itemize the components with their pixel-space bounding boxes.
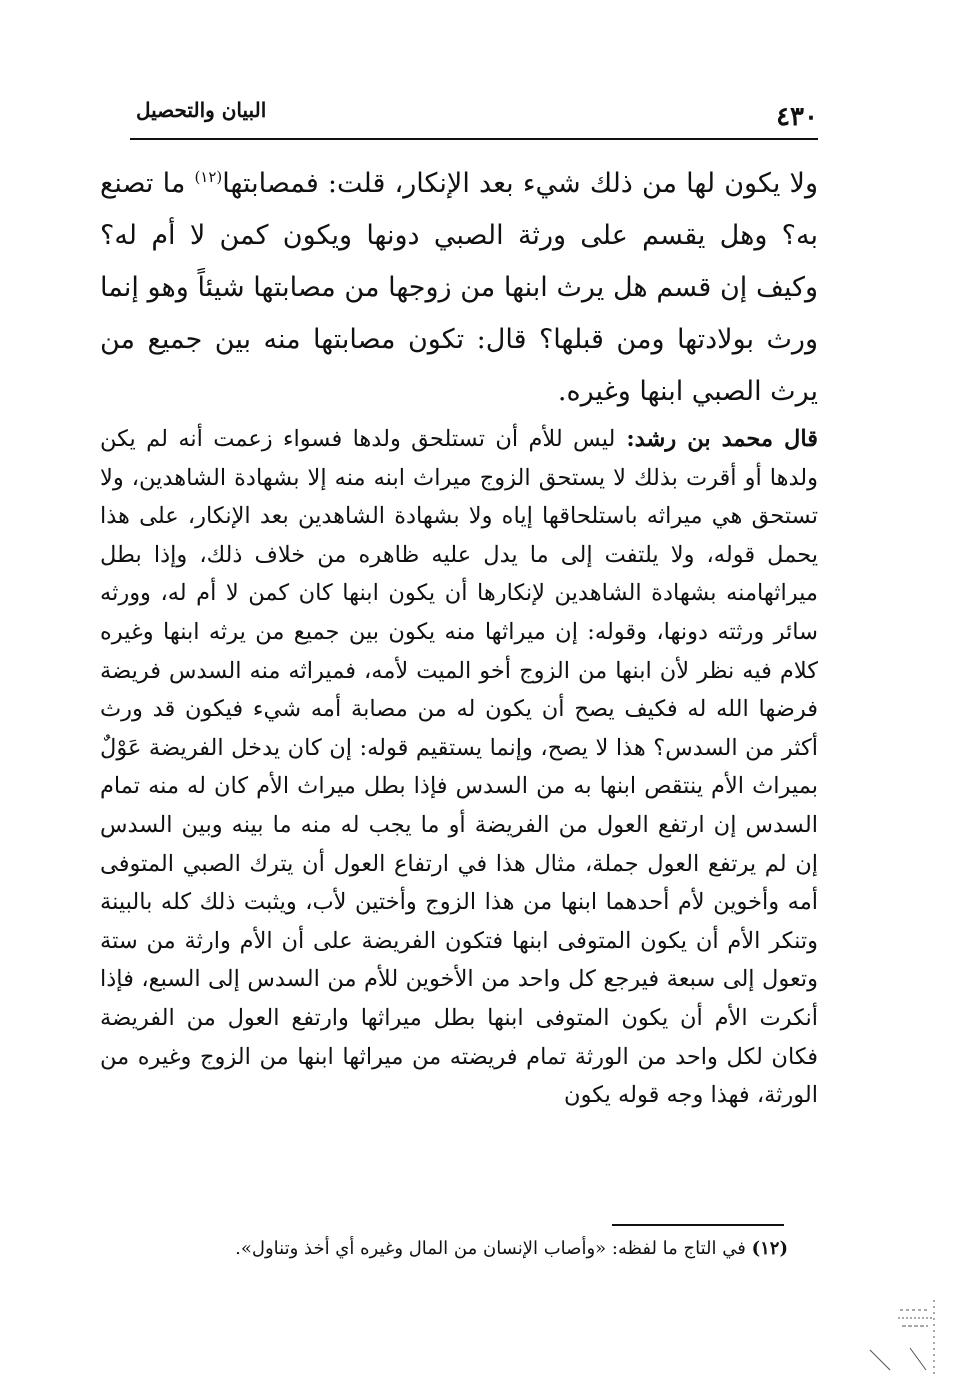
paragraph-question-rest: ما تصنع به؟ وهل يقسم على ورثة الصبي دونها ويكون كمن لا أم له؟ وكيف إن قسم هل يرث ابنها من زوجها من مصابتها شيئاً وهو إنما ورث بولادتها ومن قبلها؟ قال: تكون مصابتها منه بين جميع من يرث الصبي ابنها وغيره. [100,168,818,407]
commentary-lead: قال محمد بن رشد: [615,426,818,452]
footnote-mark: (١٢) [751,1238,788,1259]
footnote [100,1234,788,1264]
scan-artifact-marks [830,1290,950,1378]
footnote-divider [612,1224,784,1226]
page-number: ٤٣٠ [776,102,818,132]
paragraph-commentary [100,420,818,1115]
running-title: البيان والتحصيل [136,98,267,122]
footnote-reference: (١٢) [194,168,223,186]
paragraph-question-start: ولا يكون لها من ذلك شيء بعد الإنكار، قلت: فمصابتها [222,168,818,199]
paragraph-question [100,158,818,418]
commentary-text: ليس للأم أن تستلحق ولدها فسواء زعمت أنه لم يكن ولدها أو أقرت بذلك لا يستحق الزوج ميراث ابنه منه إلا بشهادة الشاهدين، ولا تستحق هي ميراثه باستلحاقها إياه ولا بشهادة الشاهدين بعد الإنكار، على هذا يحمل قوله، ولا يلتفت إلى ما يدل عليه ظاهره من خلاف ذلك، وإذا بطل ميراثهامنه بشهادة الشاهدين لإنكارها أن يكون ابنها كان كمن لا أم له، وورثه سائر ورثته دونها، وقوله: إن ميراثها منه يكون بين جميع من يرثه ابنها وغيره كلام فيه نظر لأن ابنها من الزوج أخو الميت لأمه، فميراثه منه السدس فريضة فرضها الله له فكيف يصح أن يكون له من مصابة أمه شيء فيكون قد ورث أكثر من السدس؟ هذا لا يصح، وإنما يستقيم قوله: إن كان يدخل الفريضة عَوْلٌ بميراث الأم ينتقص ابنها به من السدس فإذا بطل ميراث الأم كان له منه تمام السدس إن ارتفع العول من الفريضة أو ما يجب له منه ما بينه وبين السدس إن لم يرتفع العول جملة، مثال هذا في ارتفاع العول أن يترك الصبي المتوفى أمه وأخوين لأم أحدهما ابنها من هذا الزوج وأختين لأب، ويثبت ذلك كله بالبينة وتنكر الأم أن يكون المتوفى ابنها فتكون الفريضة على أن الأم وارثة من ستة وتعول إلى سبعة فيرجع كل واحد من الأخوين للأم من السدس إلى السبع، فإذا أنكرت الأم أن يكون المتوفى ابنها بطل ميراثها وارتفع العول من الفريضة فكان لكل واحد من الورثة تمام فريضته من ميراثها ابنها من الزوج وغيره من الورثة، فهذا وجه قوله يكون [100,426,818,1109]
footnote-text: في التاج ما لفظه: «وأصاب الإنسان من المال وغيره أي أخذ وتناول». [235,1238,752,1259]
page-header [130,88,818,140]
